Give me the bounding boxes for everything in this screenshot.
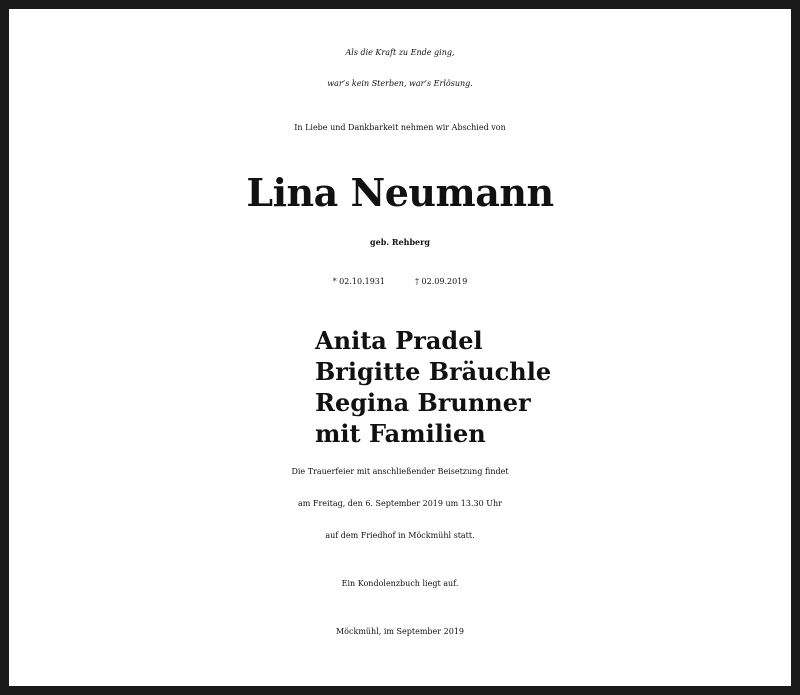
mourner-item: mit Familien (315, 419, 486, 448)
funeral-line-2: am Freitag, den 6. September 2019 um 13.30 Uhr (298, 499, 502, 508)
condolence-note: Ein Kondolenzbuch liegt auf. (341, 579, 459, 588)
funeral-line-1: Die Trauerfeier mit anschließender Beisetzung findet (291, 467, 509, 476)
funeral-line-3: auf dem Friedhof in Möckmühl statt. (325, 531, 475, 540)
mourner-item: Regina Brunner (315, 388, 531, 417)
life-dates (9, 278, 791, 286)
place-and-date: Möckmühl, im September 2019 (335, 627, 464, 636)
deceased-name: Lina Neumann (246, 170, 554, 215)
mourner-item: Brigitte Bräuchle (315, 357, 552, 386)
death-date: † 02.09.2019 (415, 277, 468, 286)
mourner-item: Anita Pradel (315, 326, 483, 355)
motto-line-1: Als die Kraft zu Ende ging, (345, 48, 455, 57)
intro-text: In Liebe und Dankbarkeit nehmen wir Abschied von (294, 123, 506, 132)
mourners-list (315, 325, 551, 449)
motto-line-2: war’s kein Sterben, war’s Erlösung. (327, 79, 473, 88)
birth-date: * 02.10.1931 (332, 277, 385, 286)
maiden-name: geb. Rehberg (370, 237, 430, 247)
